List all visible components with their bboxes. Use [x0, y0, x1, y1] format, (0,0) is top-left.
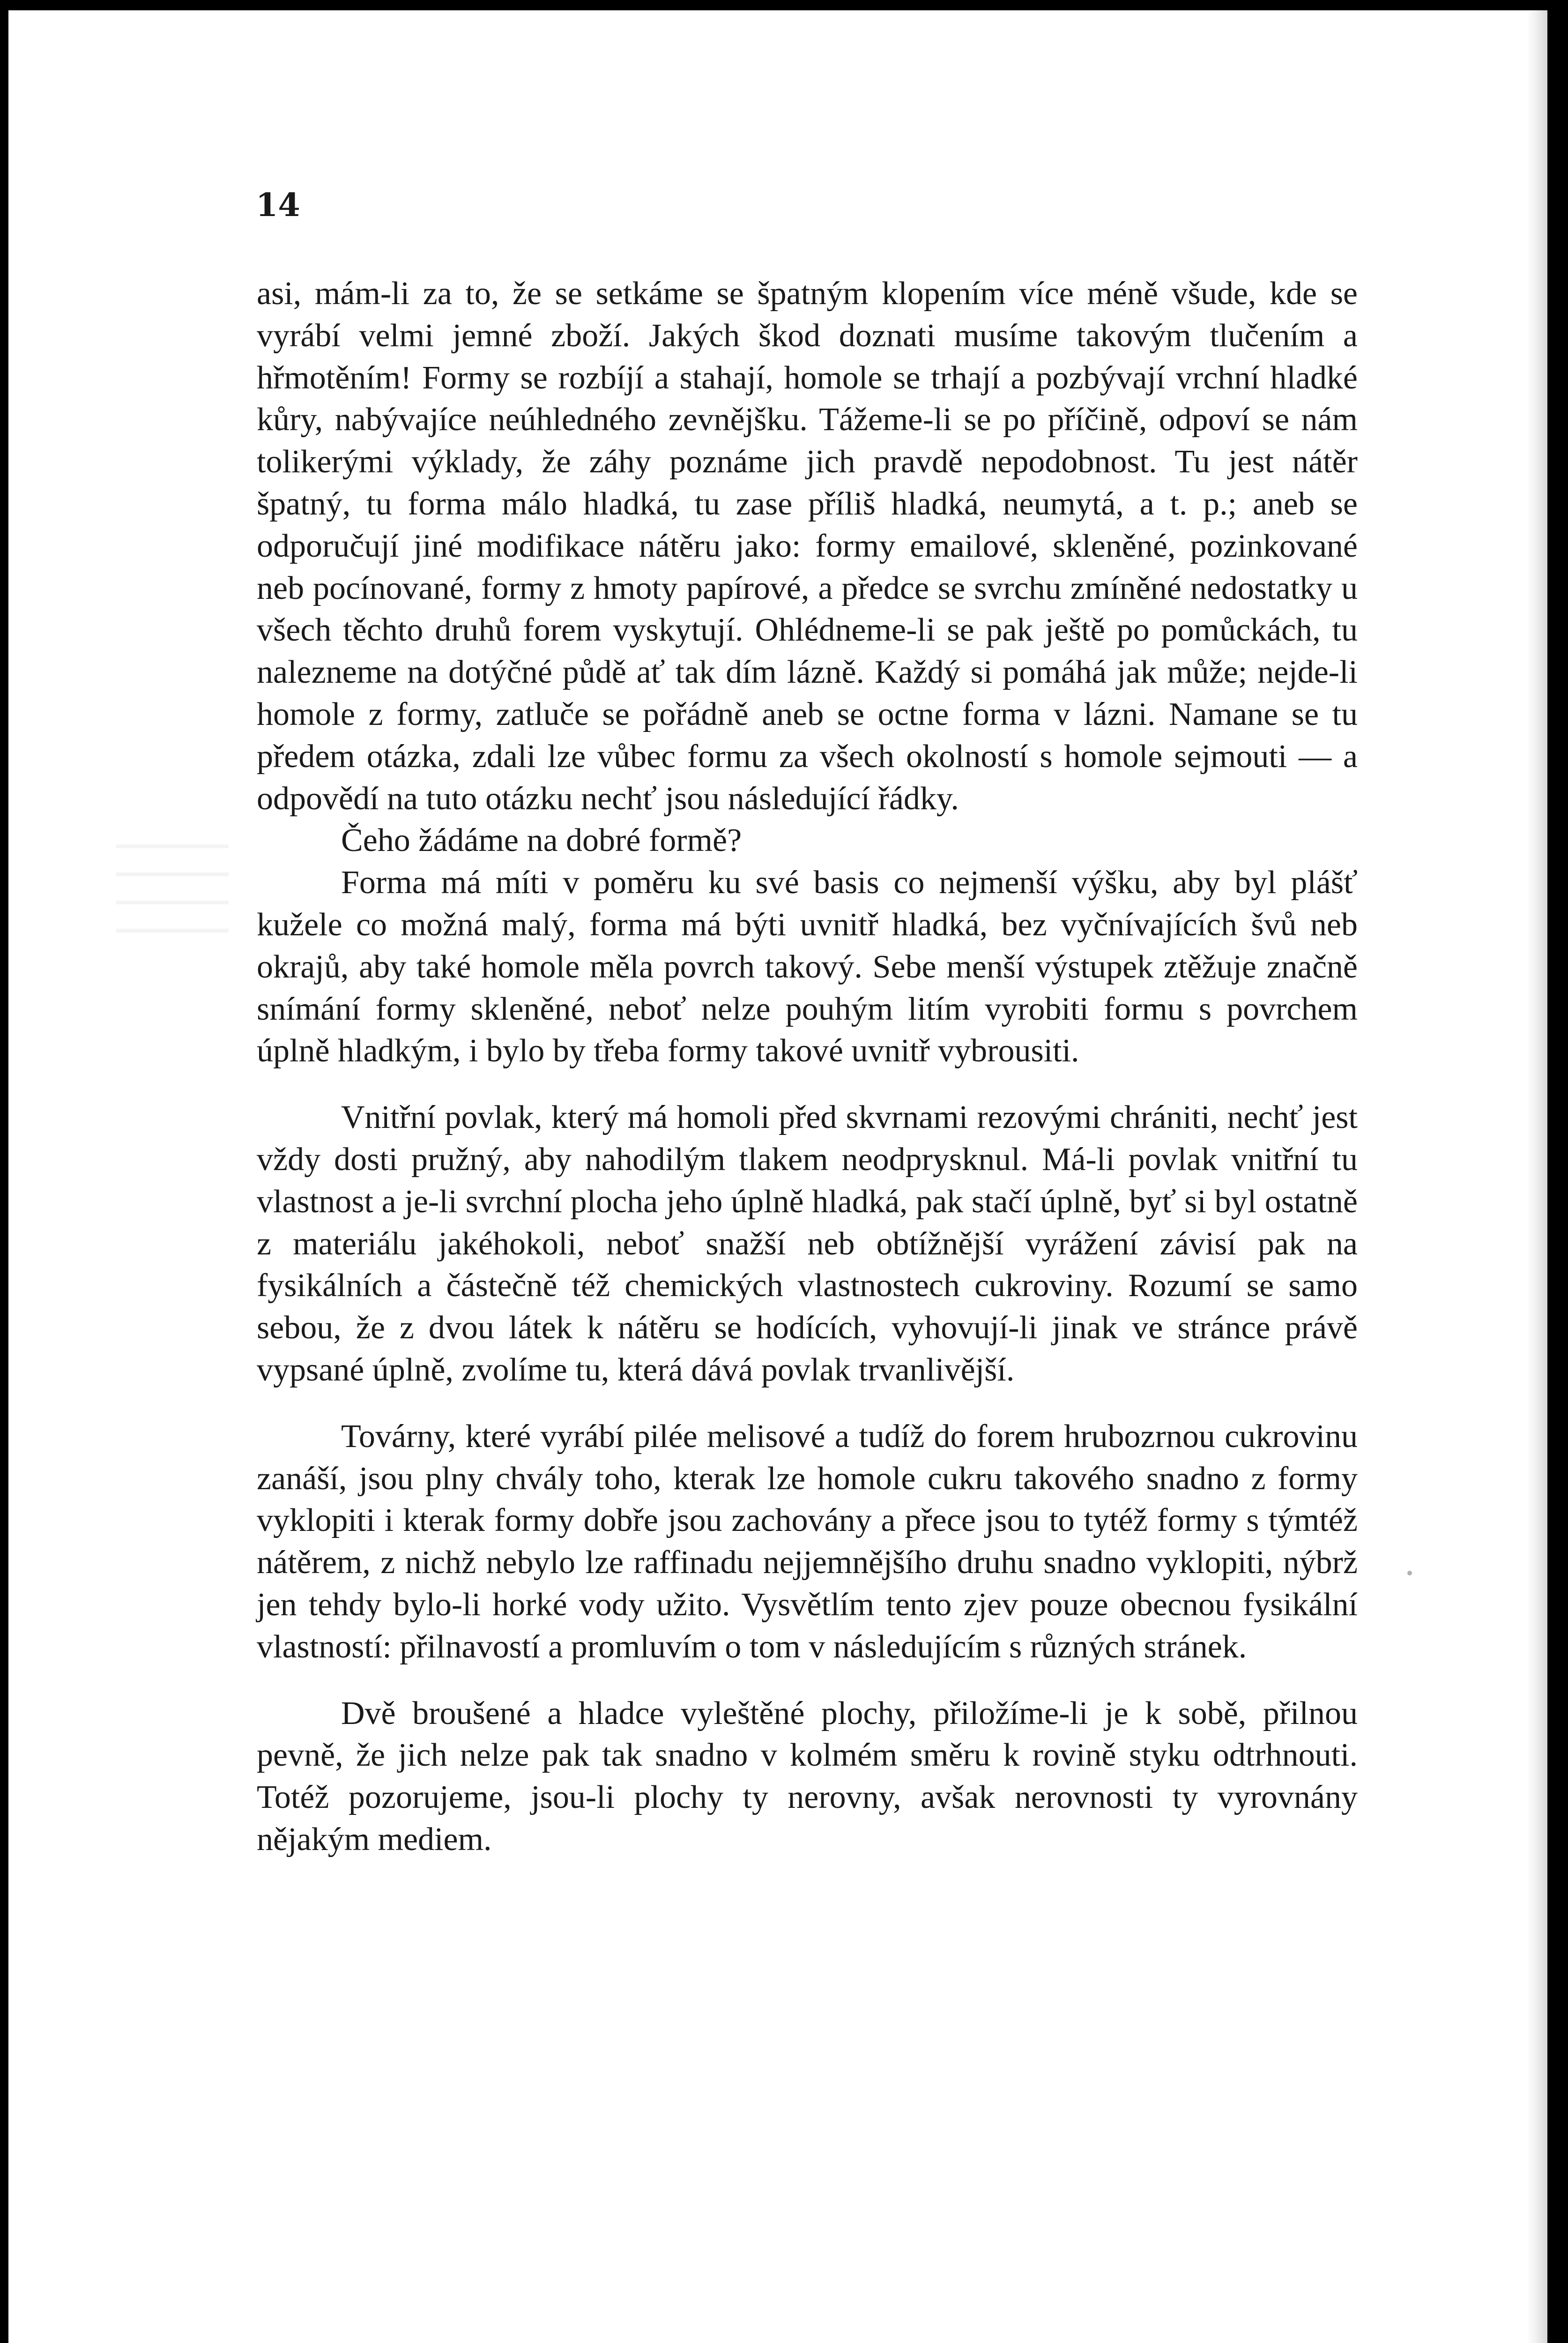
paragraph-continuation: asi, mám-li za to, že se setkáme se špatným klopením více méně všude, kde se vyrábí velmi jemné zboží. Jakých škod doznati musíme takovým tlučením a hřmotěním! Formy se rozbíjí a stahají, homole se trhají a pozbývají vrchní hladké kůry, nabývajíce neúhledného zevnějšku. Tážeme-li se po příčině, odpoví se nám tolikerými výklady, že záhy poznáme jich pravdě nepodobnost. Tu jest nátěr špatný, tu forma málo hladká, tu zase příliš hladká, neumytá, a t. p.; aneb se odporučují jiné modifikace nátěru jako: formy emailové, skleněné, pozinkované neb pocínované, formy z hmoty papírové, a předce se svrchu zmíněné nedostatky u všech těchto druhů forem vyskytují. Ohlédneme-li se pak ještě po pomůckách, tu nalezneme na dotýčné půdě ať tak dím lázně. Každý si pomáhá jak může; nejde-li homole z formy, zatluče se pořádně aneb se octne forma v lázni. Namane se tu předem otázka, zdali lze vůbec formu za všech okolností s homole sejmouti — a odpovědí na tuto otázku nechť jsou následující řádky.: [257, 276, 1358, 817]
page-number: 14: [256, 187, 300, 224]
body-text: [257, 273, 1358, 1861]
paragraph-adhesion: Dvě broušené a hladce vyleštěné plochy, přiložíme-li je k sobě, přilnou pevně, že jich nelze pak tak snadno v kolmém směru k rovině styku odtrhnouti. Totéž pozorujeme, jsou-li plochy ty nerovny, avšak nerovnosti ty vyrovnány nějakým mediem.: [257, 1695, 1358, 1858]
stray-ink-dot: [1407, 1571, 1412, 1575]
paragraph-factories: Továrny, které vyrábí pilée melisové a tudíž do forem hrubozrnou cukrovinu zanáší, jsou plny chvály toho, kterak lze homole cukru takového snadno z formy vyklopiti i kterak formy dobře jsou zachovány a přece jsou to tytéž formy s týmtéž nátěrem, z nichž nebylo lze raffinadu nejjemnějšího druhu snadno vyklopiti, nýbrž jen tehdy bylo-li horké vody užito. Vysvětlím tento zjev pouze obecnou fysikální vlastností: přilnavostí a promluvím o tom v následujícím s různých stránek.: [257, 1418, 1358, 1665]
paragraph-question: Čeho žádáme na dobré formě?: [341, 822, 742, 859]
paragraph-form-shape: Forma má míti v poměru ku své basis co nejmenší výšku, aby byl plášť kužele co možná malý, forma má býti uvnitř hladká, bez vyčnívajících švů neb okrajů, aby také homole měla povrch takový. Sebe menší výstupek ztěžuje značně snímání formy skleněné, neboť nelze pouhým litím vyrobiti formu s povrchem úplně hladkým, i bylo by třeba formy takové uvnitř vybrousiti.: [257, 865, 1358, 1069]
paragraph-inner-coating: Vnitřní povlak, který má homoli před skvrnami rezovými chrániti, nechť jest vždy dosti pružný, aby nahodilým tlakem neodprysknul. Má-li povlak vnitřní tu vlastnost a je-li svrchní plocha jeho úplně hladká, pak stačí úplně, byť si byl ostatně z materiálu jakéhokoli, neboť snažší neb obtížnější vyrážení závisí pak na fysikálních a částečně též chemických vlastnostech cukroviny. Rozumí se samo sebou, že z dvou látek k nátěru se hodících, vyhovují-li jinak ve stránce právě vypsané úplně, zvolíme tu, která dává povlak trvanlivější.: [257, 1099, 1358, 1388]
book-page: [8, 10, 1547, 2343]
bleed-through-marks: [116, 844, 229, 933]
page-edge-shadow: [1527, 10, 1547, 2343]
